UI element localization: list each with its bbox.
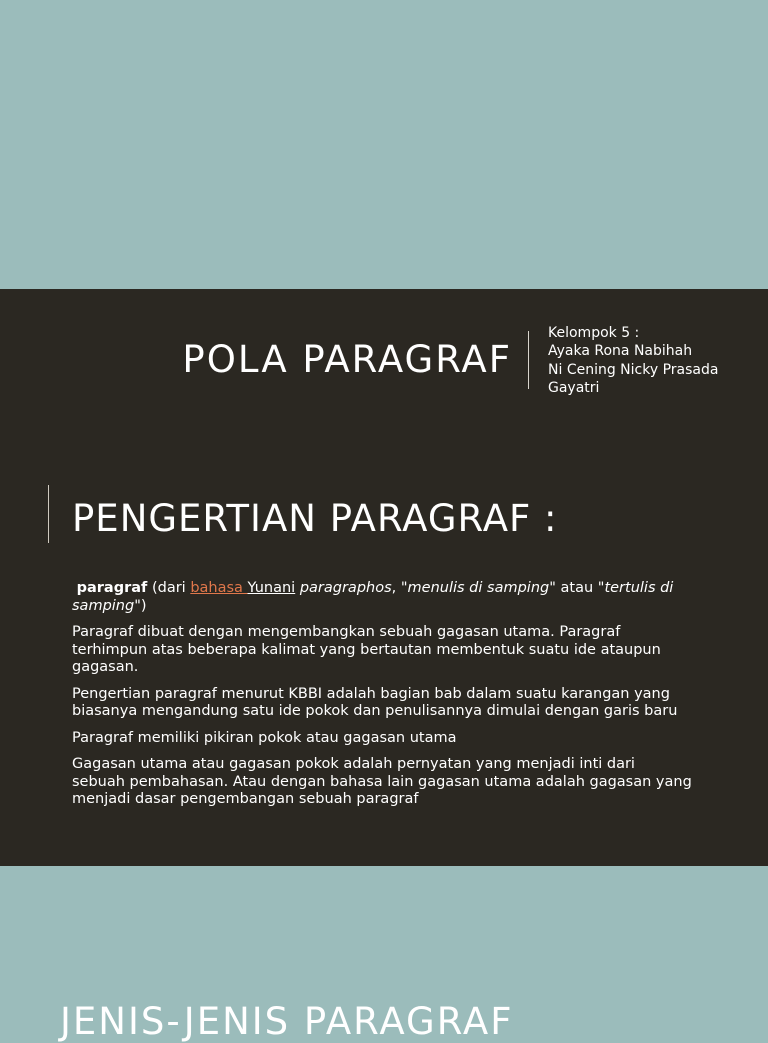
presentation-title: POLA PARAGRAF <box>182 338 512 381</box>
italic-run: paragraphos <box>299 580 392 596</box>
title-divider <box>528 331 529 389</box>
author-line: Kelompok 5 : <box>548 325 640 341</box>
definition-paragraph <box>72 580 692 615</box>
body-paragraph: Paragraf memiliki pikiran pokok atau gagasan utama <box>72 729 457 746</box>
body-paragraph: Gagasan utama atau gagasan pokok adalah pernyatan yang menjadi inti dari sebuah pembahasan. Atau dengan bahasa lain gagasan utama adalah gagasan yang menjadi dasar pengembangan sebuah paragraf <box>72 756 692 807</box>
body-paragraph: Paragraf dibuat dengan mengembangkan sebuah gagasan utama. Paragraf terhimpun atas beberapa kalimat yang bertautan membentuk suatu ide ataupun gagasan. <box>72 624 661 675</box>
link-bahasa[interactable]: bahasa <box>190 580 248 596</box>
author-line: Gayatri <box>548 379 600 396</box>
term: paragraf <box>76 580 148 596</box>
previous-slide-band <box>0 0 768 289</box>
slide-body <box>72 580 692 818</box>
italic-run: menulis di samping <box>407 580 550 596</box>
section-heading: PENGERTIAN PARAGRAF : <box>72 497 558 540</box>
authors-block <box>548 324 748 397</box>
author-line: Ayaka Rona Nabihah <box>548 343 693 360</box>
text-run: , " <box>391 580 408 596</box>
next-slide-title: JENIS-JENIS PARAGRAF <box>60 1000 514 1043</box>
text-run: " atau " <box>549 580 605 596</box>
section-accent-bar <box>48 485 49 543</box>
text-run: ") <box>134 597 147 614</box>
body-paragraph: Pengertian paragraf menurut KBBI adalah bagian bab dalam suatu karangan yang biasanya mengandung satu ide pokok dan penulisannya dimulai dengan garis baru <box>72 685 678 719</box>
author-line: Ni Cening Nicky Prasada <box>548 361 719 378</box>
link-yunani[interactable]: Yunani <box>247 580 296 596</box>
italic-run: tertulis di samping <box>72 580 674 614</box>
text-run: (dari <box>147 580 191 596</box>
